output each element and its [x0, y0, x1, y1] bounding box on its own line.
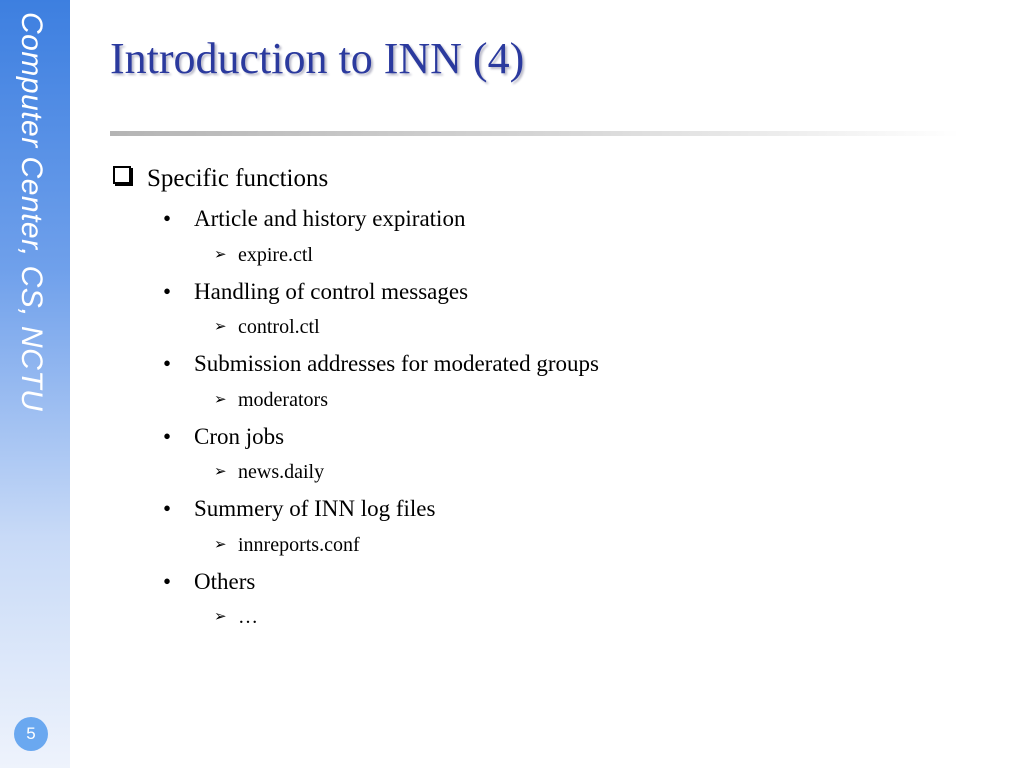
arrow-bullet-icon: ➢ [214, 607, 227, 625]
list-item-control-messages [163, 279, 468, 305]
sub-item-label: news.daily [238, 461, 325, 483]
sub-item-innreports-conf [214, 534, 360, 557]
list-item-cron-jobs [163, 424, 284, 450]
bullet-dot-icon: • [163, 206, 172, 231]
sub-item-control-ctl [214, 316, 320, 339]
sub-item-label: moderators [238, 389, 328, 411]
bullet-dot-icon: • [163, 351, 172, 376]
heading-label: Specific functions [147, 165, 329, 192]
square-box-icon [113, 166, 131, 184]
sub-item-news-daily [214, 461, 324, 484]
list-item-label: Submission addresses for moderated groups [194, 351, 599, 376]
arrow-bullet-icon: ➢ [214, 317, 227, 335]
sidebar-caption: Computer Center, CS, NCTU [15, 12, 48, 412]
list-item-moderated-groups [163, 351, 599, 377]
list-item-label: Handling of control messages [194, 279, 469, 304]
arrow-bullet-icon: ➢ [214, 535, 227, 553]
bullet-dot-icon: • [163, 279, 172, 304]
sub-item-label: expire.ctl [238, 244, 313, 266]
list-item-others [163, 569, 255, 595]
list-item-expiration [163, 206, 465, 232]
slide-title: Introduction to INN (4) [110, 34, 525, 83]
heading-item [113, 165, 328, 193]
bullet-dot-icon: • [163, 569, 172, 594]
arrow-bullet-icon: ➢ [214, 462, 227, 480]
bullet-dot-icon: • [163, 496, 172, 521]
sub-item-ellipsis [214, 606, 258, 629]
list-item-label: Summery of INN log files [194, 496, 436, 521]
sub-item-expire-ctl [214, 244, 313, 267]
page-number-badge: 5 [14, 717, 48, 751]
list-item-label: Others [194, 569, 256, 594]
arrow-bullet-icon: ➢ [214, 245, 227, 263]
arrow-bullet-icon: ➢ [214, 390, 227, 408]
list-item-label: Cron jobs [194, 424, 285, 449]
sub-item-label: … [238, 606, 258, 628]
sub-item-moderators [214, 389, 328, 412]
sub-item-label: control.ctl [238, 316, 320, 338]
bullet-dot-icon: • [163, 424, 172, 449]
list-item-label: Article and history expiration [194, 206, 466, 231]
list-item-log-files [163, 496, 435, 522]
sub-item-label: innreports.conf [238, 534, 360, 556]
